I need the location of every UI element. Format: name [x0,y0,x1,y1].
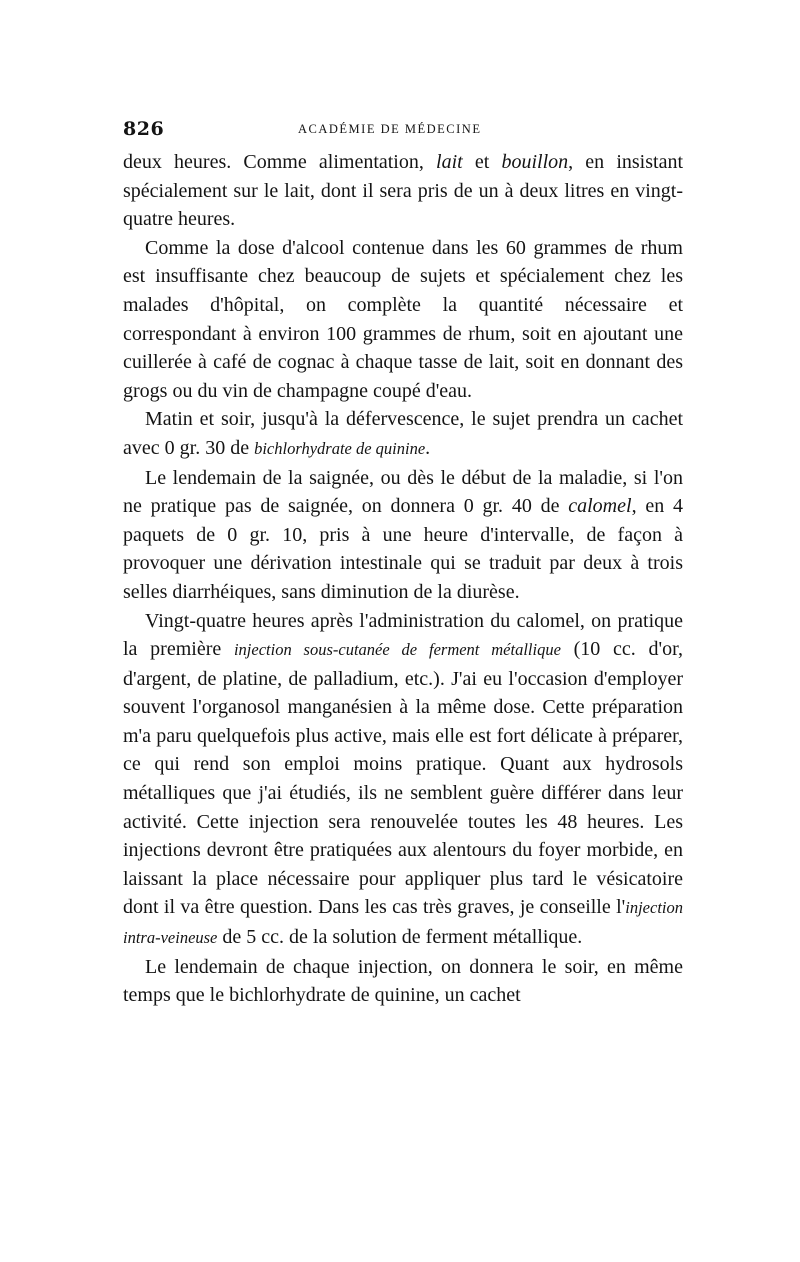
text-segment: (10 cc. d'or, d'argent, de platine, de palladium, etc.). J'ai eu l'occasion d'employer souvent l'organosol manganésien à la même dose. Cette préparation m'a paru quelquefois plus active, mais elle est fort délicate à préparer, ce qui rend son emploi moins pratique. Quant aux hydrosols métalliques que j'ai étudiés, ils ne semblent guère différer dans leur activité. Cette injection sera renouvelée toutes les 48 heures. Les injections devront être pratiquées aux alentours du foyer morbide, en laissant la place nécessaire pour appliquer plus tard le vésicatoire dont il va être question. Dans les cas très graves, je conseille l' [123,638,683,919]
paragraph-3 [123,405,683,463]
body-text [123,148,683,1010]
text-segment: et [462,151,502,173]
paragraph-6 [123,953,683,1010]
page-header [123,118,683,148]
paragraph-1 [123,148,683,234]
text-segment: Matin et soir, jusqu'à la défervescence, le sujet prendra un cachet avec 0 gr. 30 de [123,408,683,459]
text-segment: de 5 cc. de la solution de ferment métallique. [217,926,583,949]
text-segment: , en insistant spécialement sur le lait, dont il sera pris de un à deux litres en vingt-quatre heures. [123,151,684,231]
running-head: ACADÉMIE DE MÉDECINE [298,122,482,136]
text-segment: , en 4 paquets de 0 gr. 10, pris à une heure d'intervalle, de façon à provoquer une dérivation intestinale qui se traduit par deux à trois selles diarrhéiques, sans diminution de la diurèse. [123,495,683,603]
italic-term: injection sous-cutanée de ferment métallique [233,640,561,660]
text-segment: Vingt-quatre heures après l'administration du calomel, on pratique la première [123,609,683,661]
italic-term: bouillon [501,151,569,173]
text-segment: Le lendemain de chaque injection, on donnera le soir, en même temps que le bichlorhydrate de quinine, un cachet [123,955,683,1007]
text-segment: Comme la dose d'alcool contenue dans les 60 grammes de rhum est insuffisante chez beaucoup de sujets et spécialement chez les malades d'hôpital, on complète la quantité nécessaire et correspondant à environ 100 grammes de rhum, soit en ajoutant une cuillerée à café de cognac à chaque tasse de lait, soit en donnant des grogs ou du vin de champagne coupé d'eau. [123,236,683,402]
book-page [123,118,683,1010]
italic-term: calomel [568,495,632,518]
paragraph-2 [123,234,683,406]
italic-term: injection intra-veineuse [123,898,683,948]
text-segment: . [425,436,431,459]
italic-term: bichlorhydrate de quinine [254,438,426,458]
paragraph-5 [123,607,683,953]
text-segment: deux heures. Comme alimentation, [123,151,437,173]
paragraph-4 [123,464,683,607]
italic-term: lait [436,151,463,173]
text-segment: Le lendemain de la saignée, ou dès le début de la maladie, si l'on ne pratique pas de saignée, on donnera 0 gr. 40 de [123,466,683,518]
page-number: 826 [123,118,165,140]
